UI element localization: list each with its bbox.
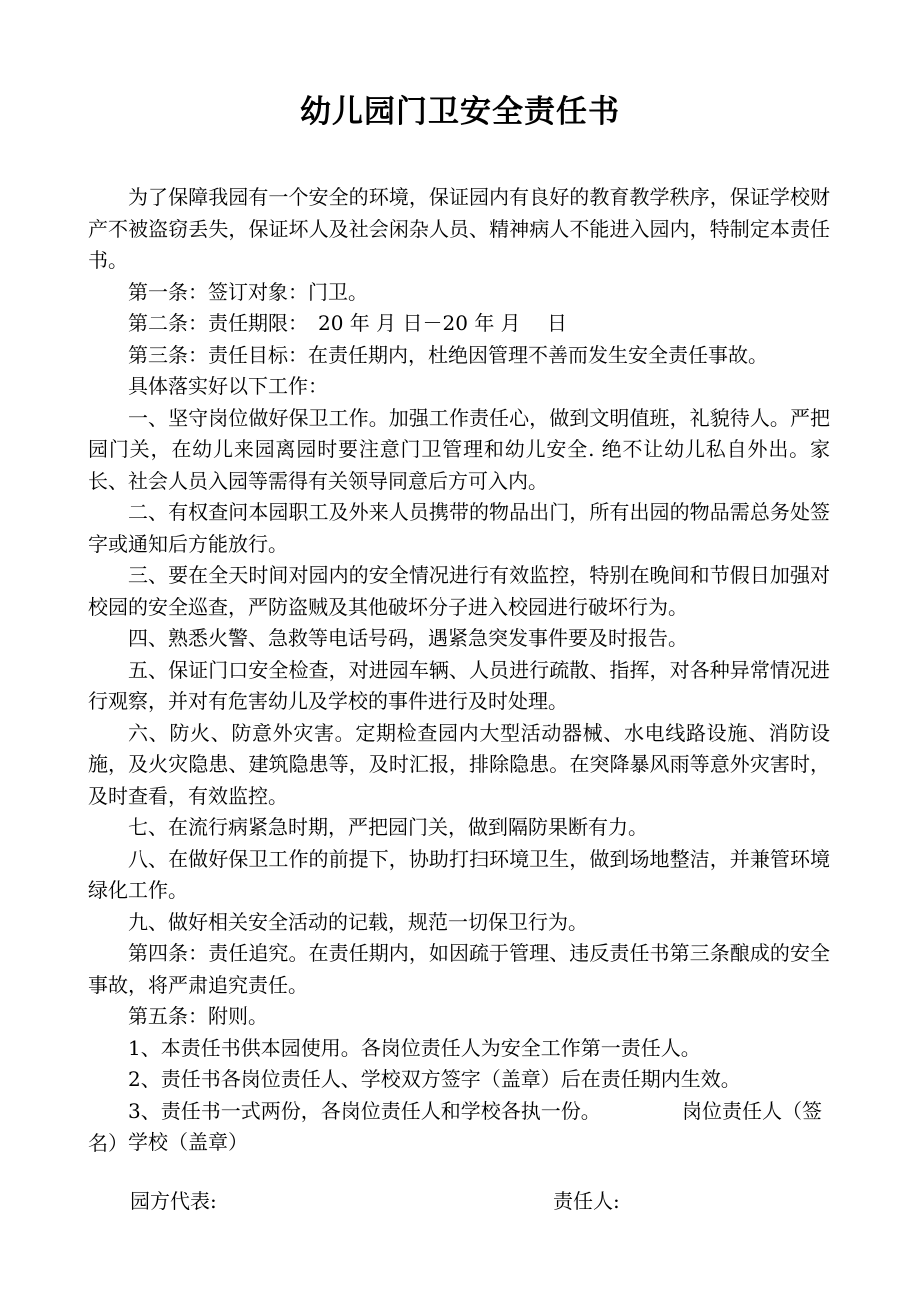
paragraph-task-1: 一、坚守岗位做好保卫工作。加强工作责任心，做到文明值班，礼貌待人。严把园门关，在幼儿来园离园时要注意门卫管理和幼儿安全. 绝不让幼儿私自外出。家长、社会人员入园等需得有关领导同意后方可入内。 bbox=[88, 405, 830, 493]
paragraph-article-5: 第五条：附则。 bbox=[128, 1004, 268, 1028]
paragraph-task-2: 二、有权查问本园职工及外来人员携带的物品出门，所有出园的物品需总务处签字或通知后方能放行。 bbox=[88, 500, 830, 556]
paragraph-intro: 为了保障我园有一个安全的环境，保证园内有良好的教育教学秩序，保证学校财产不被盗窃丢失，保证坏人及社会闲杂人员、精神病人不能进入园内，特制定本责任书。 bbox=[88, 185, 830, 272]
paragraph-article-3: 第三条：责任目标：在责任期内，杜绝因管理不善而发生安全责任事故。 bbox=[128, 342, 768, 367]
paragraph-task-4: 四、熟悉火警、急救等电话号码，遇紧急突发事件要及时报告。 bbox=[128, 626, 688, 650]
paragraph-article-1: 第一条：签订对象：门卫。 bbox=[128, 279, 368, 304]
paragraph-school-seal: 学校（盖章） bbox=[128, 1130, 248, 1154]
paragraph-article-2: 第二条：责任期限： 20 年 月 日－20 年 月 日 bbox=[128, 311, 568, 335]
document-body bbox=[88, 182, 830, 1159]
paragraph-tasks-heading: 具体落实好以下工作： bbox=[128, 374, 328, 398]
signature-label-line-2: 名） bbox=[88, 1130, 128, 1155]
paragraph-rule-1: 1、本责任书供本园使用。各岗位责任人为安全工作第一责任人。 bbox=[128, 1035, 701, 1060]
footer-responsible-person: 责任人: bbox=[553, 1189, 620, 1213]
footer-kindergarten-representative: 园方代表: bbox=[130, 1189, 217, 1213]
paragraph-task-7: 七、在流行病紧急时期，严把园门关，做到隔防果断有力。 bbox=[128, 815, 648, 839]
document-title: 幼儿园门卫安全责任书 bbox=[300, 94, 620, 130]
paragraph-rule-2: 2、责任书各岗位责任人、学校双方签字（盖章）后在责任期内生效。 bbox=[128, 1067, 741, 1091]
paragraph-task-5: 五、保证门口安全检查，对进园车辆、人员进行疏散、指挥，对各种异常情况进行观察，并对有危害幼儿及学校的事件进行及时处理。 bbox=[88, 657, 830, 713]
signature-block bbox=[88, 1096, 830, 1159]
signature-label-line-1: 岗位责任人（签 bbox=[682, 1099, 822, 1123]
paragraph-task-9: 九、做好相关安全活动的记载，规范一切保卫行为。 bbox=[128, 909, 588, 934]
paragraph-article-4: 第四条：责任追究。在责任期内，如因疏于管理、违反责任书第三条酿成的安全事故，将严肃追究责任。 bbox=[88, 941, 830, 997]
paragraph-rule-3: 3、责任书一式两份，各岗位责任人和学校各执一份。 bbox=[128, 1098, 601, 1123]
paragraph-task-6: 六、防火、防意外灾害。定期检查园内大型活动器械、水电线路设施、消防设施，及火灾隐患、建筑隐患等，及时汇报，排除隐患。在突降暴风雨等意外灾害时，及时查看，有效监控。 bbox=[88, 720, 830, 808]
paragraph-task-8: 八、在做好保卫工作的前提下，协助打扫环境卫生，做到场地整洁，并兼管环境绿化工作。 bbox=[88, 846, 830, 902]
paragraph-task-3: 三、要在全天时间对园内的安全情况进行有效监控，特别在晚间和节假日加强对校园的安全巡查，严防盗贼及其他破坏分子进入校园进行破坏行为。 bbox=[88, 563, 830, 619]
